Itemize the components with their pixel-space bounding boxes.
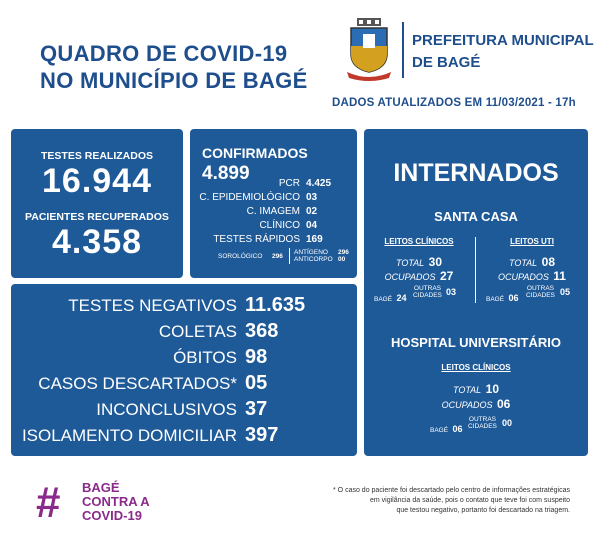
antigeno-value: 296 xyxy=(338,249,349,256)
clinico-value: 04 xyxy=(306,220,318,231)
obitos-value: 98 xyxy=(245,346,268,368)
tests-realizados-label: TESTES REALIZADOS xyxy=(40,150,153,162)
sc-clinicos-ocupados-value: 27 xyxy=(439,269,454,283)
page-title xyxy=(40,40,308,94)
hu-clinicos-bage-label: BAGÉ xyxy=(430,427,449,434)
santa-casa-title: SANTA CASA xyxy=(434,209,518,224)
internados-panel xyxy=(364,129,588,456)
antigeno-label: ANTÍGENO xyxy=(294,249,328,256)
sorologico-divider xyxy=(289,248,290,264)
confirmados-label: CONFIRMADOS xyxy=(202,145,308,161)
footnote-line-1: * O caso do paciente foi descartado pelo centro de informações estratégicas xyxy=(333,487,570,494)
internados-title: INTERNADOS xyxy=(393,159,559,187)
campaign-line-3: COVID-19 xyxy=(82,508,142,523)
anticorpo-label: ANTICORPO xyxy=(294,256,333,263)
hashtag-icon: # xyxy=(36,478,61,527)
hu-clinicos-title: LEITOS CLÍNICOS xyxy=(441,363,511,372)
sc-uti-bage-value: 06 xyxy=(508,293,519,303)
footnote xyxy=(270,486,570,516)
coletas-value: 368 xyxy=(245,320,279,342)
campaign-line-2: CONTRA A xyxy=(82,494,150,509)
campaign-text xyxy=(82,481,150,523)
tests-realizados-value: 16.944 xyxy=(42,162,152,200)
hu-title: HOSPITAL UNIVERSITÁRIO xyxy=(391,335,561,350)
testes-rapidos-value: 169 xyxy=(306,234,323,245)
epidemiologico-label: C. EPIDEMIOLÓGICO xyxy=(199,192,300,203)
footnote-line-3: que testou negativo, portanto foi descartado na triagem. xyxy=(396,507,570,514)
anticorpo-value: 00 xyxy=(338,256,346,263)
prefeitura-line-1: PREFEITURA MUNICIPAL xyxy=(412,32,594,49)
sc-clinicos-ocupados xyxy=(368,267,470,285)
updated-timestamp: DADOS ATUALIZADOS EM 11/03/2021 - 17h xyxy=(332,97,576,109)
sc-uti-ocupados-label: OCUPADOS xyxy=(498,272,549,282)
sc-uti-outras-label xyxy=(526,285,555,299)
obitos-label: ÓBITOS xyxy=(173,348,237,367)
pcr-value: 4.425 xyxy=(306,178,332,189)
clinico-label: CLÍNICO xyxy=(259,220,300,231)
sorologico-label: SOROLÓGICO xyxy=(218,253,263,260)
sc-uti-total-value: 08 xyxy=(541,255,555,269)
title-line-2: NO MUNICÍPIO DE BAGÉ xyxy=(40,68,308,93)
sc-clinicos-ocupados-label: OCUPADOS xyxy=(384,272,436,282)
hu-clinicos-total-value: 10 xyxy=(485,382,499,396)
sc-uti-outras-label-2: CIDADES xyxy=(526,292,555,299)
hu-clinicos-outras-label xyxy=(468,416,497,430)
sc-uti-ocupados-value: 11 xyxy=(553,269,566,283)
hu-clinicos-outras-label-1: OUTRAS xyxy=(468,416,496,423)
coletas-label: COLETAS xyxy=(158,322,237,341)
title-line-1: QUADRO DE COVID-19 xyxy=(40,41,288,66)
santa-casa-divider xyxy=(475,237,476,303)
negativos-value: 11.635 xyxy=(245,294,306,316)
metrics-panel xyxy=(11,284,357,456)
sc-clinicos-outras-value: 03 xyxy=(446,287,457,297)
sorologico-value: 296 xyxy=(272,253,283,260)
confirmados-value: 4.899 xyxy=(202,163,250,184)
sc-clinicos-outras-label xyxy=(413,285,442,299)
recuperados-label: PACIENTES RECUPERADOS xyxy=(25,211,169,223)
pcr-label: PCR xyxy=(278,178,300,189)
inconclusivos-value: 37 xyxy=(245,398,268,420)
isolamento-value: 397 xyxy=(245,424,279,446)
sc-uti-total-label: TOTAL xyxy=(509,258,538,268)
tests-panel xyxy=(11,129,183,278)
sc-clinicos-bage xyxy=(374,288,407,306)
sc-uti-ocupados xyxy=(480,267,584,285)
descartados-label: CASOS DESCARTADOS* xyxy=(38,374,237,393)
testes-rapidos-label: TESTES RÁPIDOS xyxy=(213,234,300,245)
sc-clinicos-bage-label: BAGÉ xyxy=(374,296,393,303)
negativos-label: TESTES NEGATIVOS xyxy=(68,296,237,315)
sc-clinicos-title: LEITOS CLÍNICOS xyxy=(384,237,454,246)
imagem-label: C. IMAGEM xyxy=(246,206,300,217)
sc-clinicos-outras-label-2: CIDADES xyxy=(413,292,442,299)
recuperados-value: 4.358 xyxy=(51,223,143,261)
hu-clinicos-total-label: TOTAL xyxy=(453,385,482,395)
hu-clinicos-bage xyxy=(430,419,463,437)
hu-clinicos-ocupados xyxy=(364,395,588,413)
hu-clinicos-bage-value: 06 xyxy=(452,424,463,434)
prefeitura-line-2: DE BAGÉ xyxy=(412,54,481,71)
sc-uti-outras-value: 05 xyxy=(560,287,571,297)
prefeitura-name xyxy=(412,30,594,74)
sc-clinicos-outras-label-1: OUTRAS xyxy=(413,285,441,292)
sc-uti-bage-label: BAGÉ xyxy=(486,296,505,303)
inconclusivos-label: INCONCLUSIVOS xyxy=(96,400,237,419)
sc-uti-title: LEITOS UTI xyxy=(510,237,554,246)
isolamento-label: ISOLAMENTO DOMICILIAR xyxy=(21,426,237,445)
city-crest-icon xyxy=(343,18,395,82)
imagem-value: 02 xyxy=(306,206,318,217)
hu-clinicos-ocupados-value: 06 xyxy=(496,397,511,411)
footnote-line-2: em vigilância da saúde, pois o contato que teve foi com suspeito xyxy=(369,497,570,504)
descartados-value: 05 xyxy=(245,372,268,394)
confirmados-panel xyxy=(190,129,357,278)
sc-uti-outras-label-1: OUTRAS xyxy=(526,285,554,292)
hu-clinicos-ocupados-label: OCUPADOS xyxy=(441,400,493,410)
epidemiologico-value: 03 xyxy=(306,192,318,203)
hu-clinicos-outras-value: 00 xyxy=(502,418,513,428)
campaign-line-1: BAGÉ xyxy=(82,480,120,495)
sc-clinicos-bage-value: 24 xyxy=(396,293,407,303)
sc-clinicos-total-label: TOTAL xyxy=(396,258,425,268)
hu-clinicos-outras-label-2: CIDADES xyxy=(468,423,497,430)
sc-uti-bage xyxy=(486,288,519,306)
header-divider xyxy=(402,22,404,78)
sc-clinicos-total-value: 30 xyxy=(428,255,442,269)
